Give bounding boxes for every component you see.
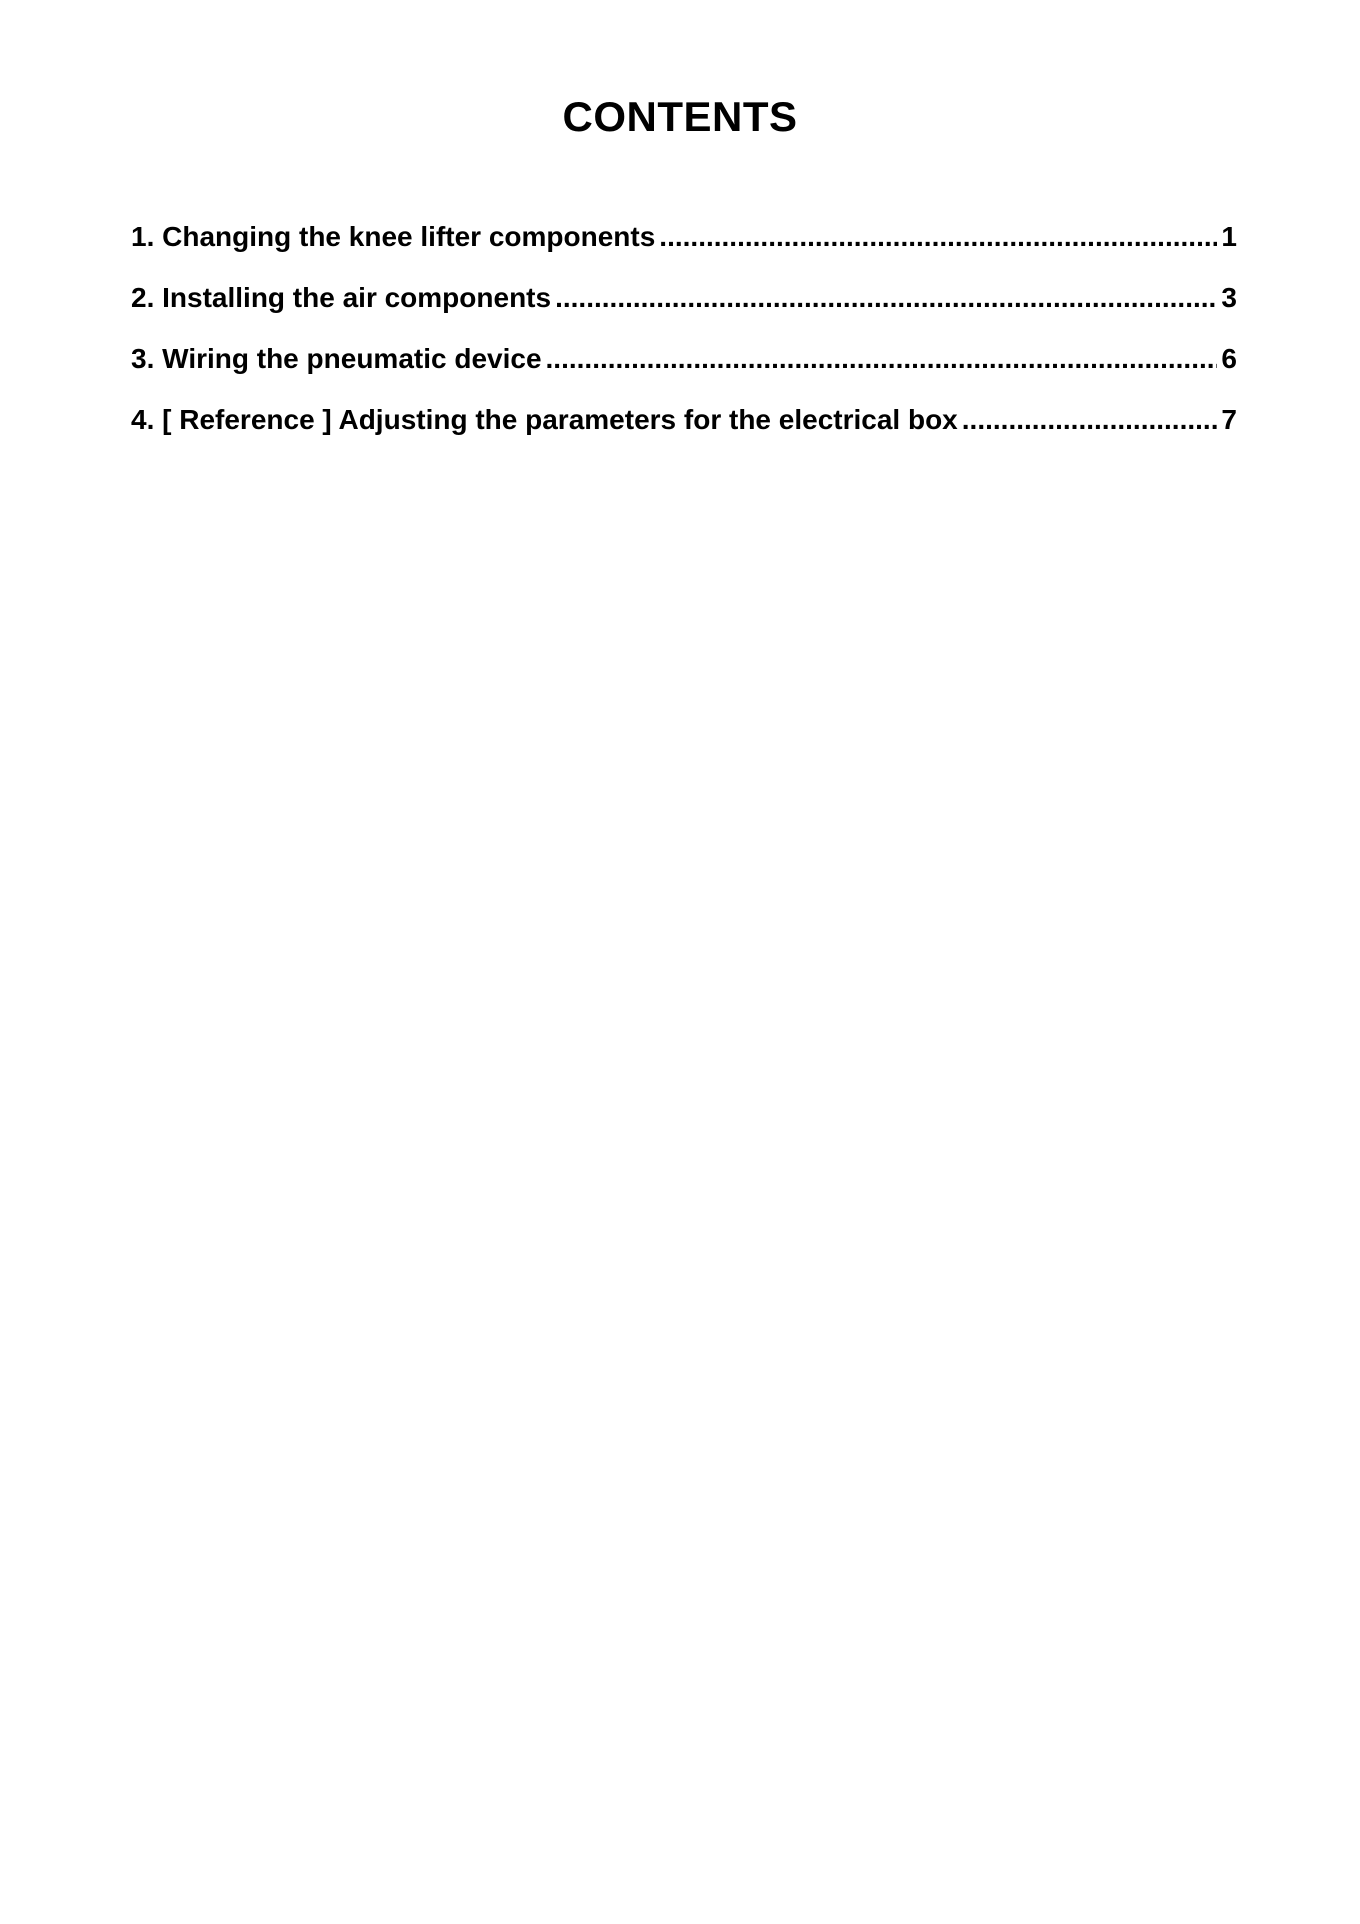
toc-entry	[131, 338, 1237, 399]
toc-entry-label: 2. Installing the air components	[131, 282, 552, 313]
toc-entry	[131, 399, 1237, 460]
toc-dot-leader	[962, 399, 1218, 441]
toc-page-number: 6	[1221, 343, 1237, 374]
toc-page-number: 1	[1221, 221, 1237, 252]
toc-entry	[131, 277, 1237, 338]
toc-page-number: 3	[1221, 282, 1237, 313]
toc-dot-leader	[555, 277, 1217, 319]
toc-entry	[131, 216, 1237, 277]
toc-dot-leader	[546, 338, 1218, 380]
toc-entry-label: 4. [ Reference ] Adjusting the parameters for the electrical box	[131, 404, 958, 435]
toc-entry-label: 1. Changing the knee lifter components	[131, 221, 656, 252]
table-of-contents	[131, 216, 1237, 460]
toc-page-number: 7	[1221, 404, 1237, 435]
toc-dot-leader	[659, 216, 1217, 258]
toc-entry-label: 3. Wiring the pneumatic device	[131, 343, 542, 374]
page-title: CONTENTS	[562, 93, 798, 140]
